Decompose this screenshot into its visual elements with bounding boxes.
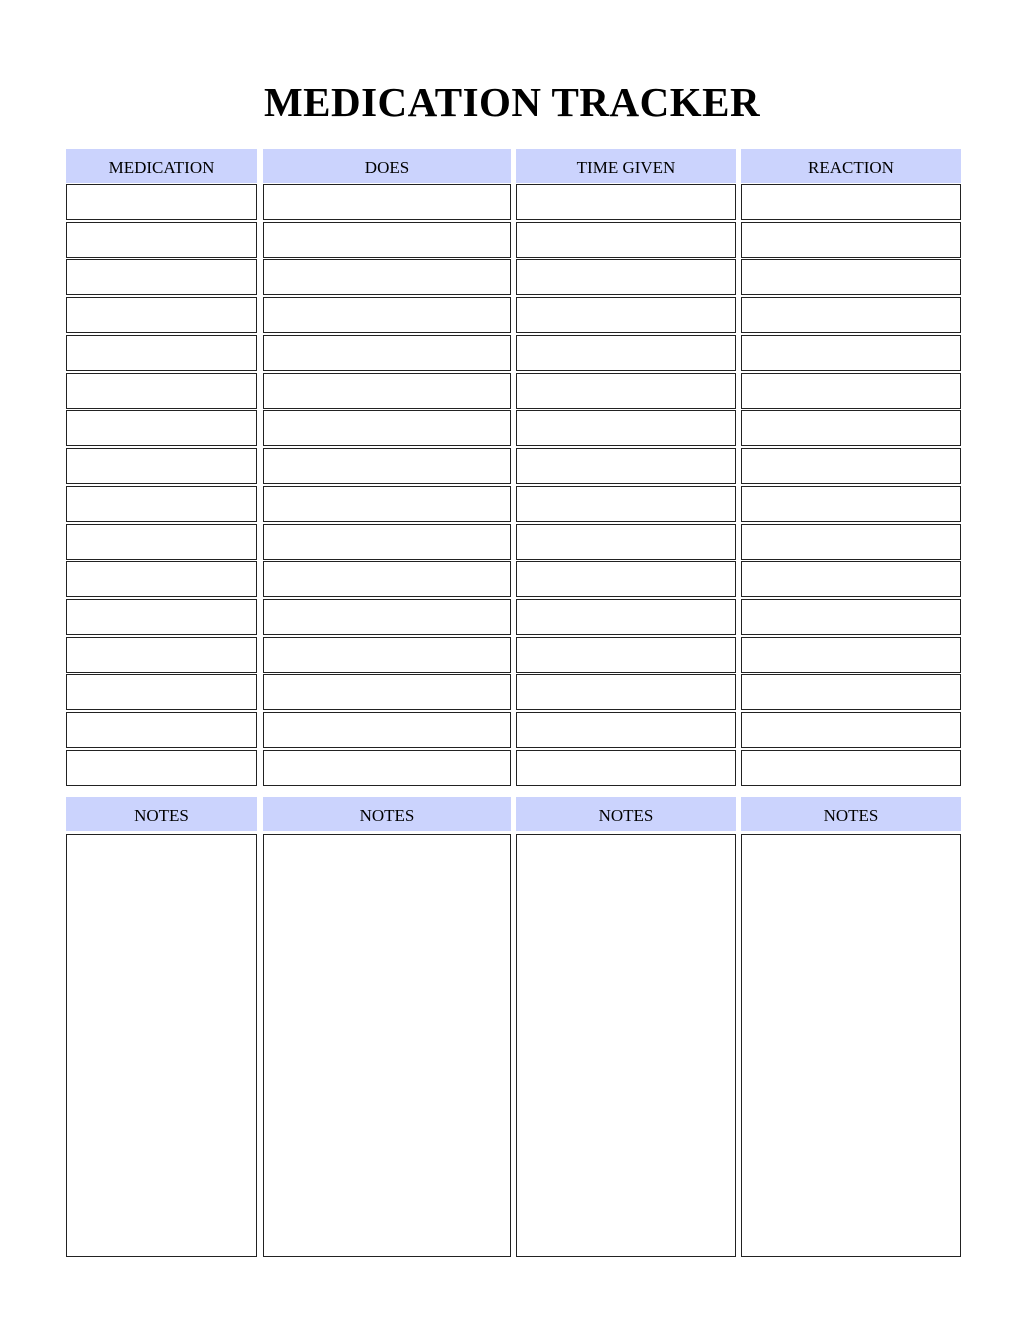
notes-box[interactable]	[263, 834, 511, 1257]
table-cell[interactable]	[741, 712, 961, 748]
notes-box[interactable]	[66, 834, 257, 1257]
table-cell[interactable]	[263, 448, 511, 484]
table-cell[interactable]	[263, 335, 511, 371]
table-cell[interactable]	[66, 222, 257, 258]
table-cell[interactable]	[66, 524, 257, 560]
table-cell[interactable]	[66, 259, 257, 295]
table-cell[interactable]	[66, 486, 257, 522]
notes-header: NOTES	[516, 797, 736, 831]
table-cell[interactable]	[66, 712, 257, 748]
notes-box[interactable]	[741, 834, 961, 1257]
table-cell[interactable]	[66, 410, 257, 446]
table-cell[interactable]	[516, 561, 736, 597]
table-cell[interactable]	[741, 448, 961, 484]
table-cell[interactable]	[66, 448, 257, 484]
table-cell[interactable]	[516, 637, 736, 673]
table-cell[interactable]	[263, 222, 511, 258]
table-cell[interactable]	[741, 259, 961, 295]
table-cell[interactable]	[263, 712, 511, 748]
table-cell[interactable]	[263, 599, 511, 635]
column-header: REACTION	[741, 149, 961, 183]
table-cell[interactable]	[516, 448, 736, 484]
table-cell[interactable]	[516, 297, 736, 333]
table-cell[interactable]	[263, 750, 511, 786]
table-cell[interactable]	[263, 184, 511, 220]
table-cell[interactable]	[66, 373, 257, 409]
notes-header: NOTES	[741, 797, 961, 831]
table-cell[interactable]	[263, 297, 511, 333]
column-header: DOES	[263, 149, 511, 183]
table-cell[interactable]	[516, 373, 736, 409]
table-cell[interactable]	[741, 637, 961, 673]
table-cell[interactable]	[741, 222, 961, 258]
column-header: MEDICATION	[66, 149, 257, 183]
notes-header: NOTES	[263, 797, 511, 831]
table-cell[interactable]	[741, 297, 961, 333]
table-cell[interactable]	[66, 297, 257, 333]
table-cell[interactable]	[741, 335, 961, 371]
table-cell[interactable]	[263, 674, 511, 710]
table-cell[interactable]	[263, 486, 511, 522]
table-cell[interactable]	[741, 750, 961, 786]
table-cell[interactable]	[741, 410, 961, 446]
table-cell[interactable]	[516, 222, 736, 258]
column-header: TIME GIVEN	[516, 149, 736, 183]
table-cell[interactable]	[516, 599, 736, 635]
table-cell[interactable]	[516, 486, 736, 522]
table-cell[interactable]	[263, 637, 511, 673]
table-cell[interactable]	[263, 524, 511, 560]
table-cell[interactable]	[263, 373, 511, 409]
table-cell[interactable]	[66, 637, 257, 673]
table-cell[interactable]	[263, 410, 511, 446]
notes-header: NOTES	[66, 797, 257, 831]
table-cell[interactable]	[516, 259, 736, 295]
table-cell[interactable]	[516, 410, 736, 446]
table-cell[interactable]	[66, 599, 257, 635]
table-cell[interactable]	[516, 712, 736, 748]
table-cell[interactable]	[741, 674, 961, 710]
table-cell[interactable]	[516, 674, 736, 710]
table-cell[interactable]	[66, 674, 257, 710]
table-cell[interactable]	[741, 524, 961, 560]
table-cell[interactable]	[263, 259, 511, 295]
table-cell[interactable]	[741, 184, 961, 220]
table-cell[interactable]	[741, 486, 961, 522]
table-cell[interactable]	[516, 524, 736, 560]
table-cell[interactable]	[66, 561, 257, 597]
page-title: MEDICATION TRACKER	[263, 79, 761, 125]
notes-box[interactable]	[516, 834, 736, 1257]
table-cell[interactable]	[516, 750, 736, 786]
table-cell[interactable]	[66, 750, 257, 786]
table-cell[interactable]	[66, 335, 257, 371]
table-cell[interactable]	[741, 599, 961, 635]
table-cell[interactable]	[516, 184, 736, 220]
table-cell[interactable]	[263, 561, 511, 597]
table-cell[interactable]	[741, 561, 961, 597]
table-cell[interactable]	[741, 373, 961, 409]
table-cell[interactable]	[66, 184, 257, 220]
table-cell[interactable]	[516, 335, 736, 371]
